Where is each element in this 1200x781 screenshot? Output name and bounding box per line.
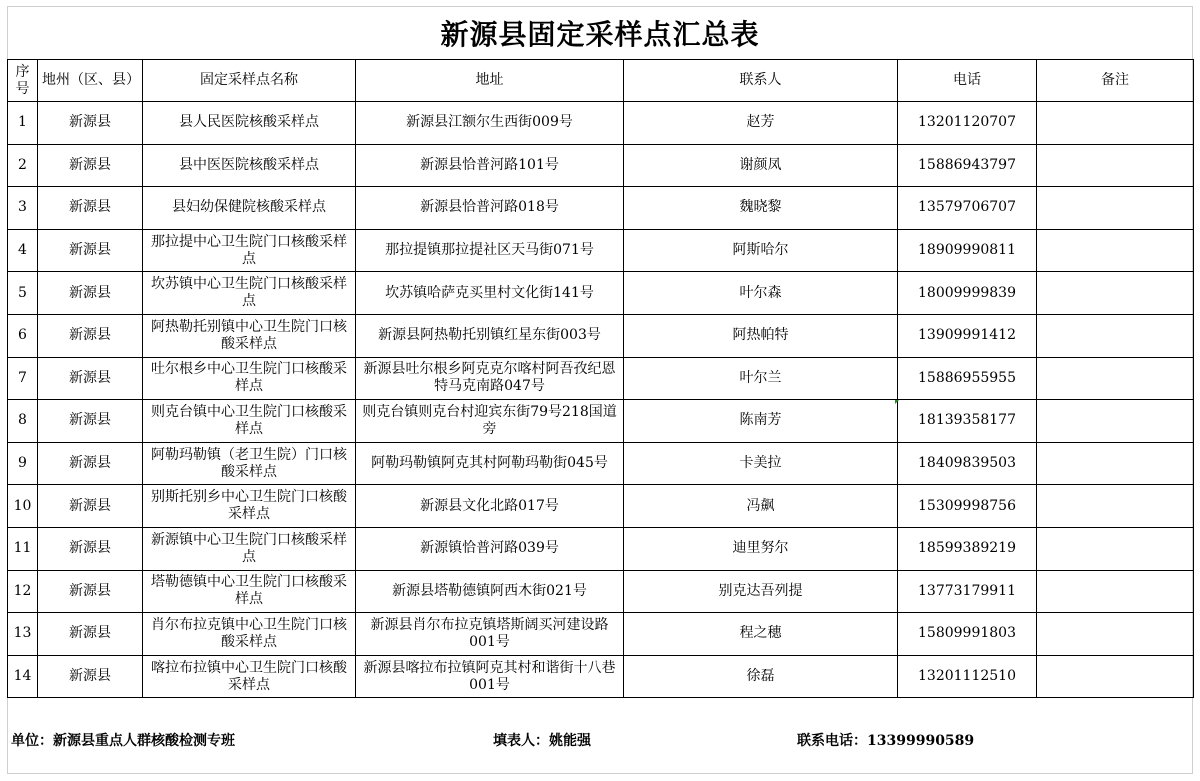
- table-row: [8, 655, 1194, 698]
- cell-note: [1037, 613, 1194, 656]
- cell-contact: 谢颜凤: [624, 144, 898, 187]
- cell-name: 县妇幼保健院核酸采样点: [143, 187, 356, 230]
- cell-seq: 13: [8, 613, 38, 656]
- cell-address: 新源县喀拉布拉镇阿克其村和谐街十八巷001号: [356, 655, 624, 698]
- cell-phone: 18009999839: [898, 272, 1037, 315]
- cell-contact: 别克达吾列提: [624, 570, 898, 613]
- cell-contact: 程之穗: [624, 613, 898, 656]
- cell-note: [1037, 144, 1194, 187]
- footer-contact-phone: 联系电话：13399990589: [797, 733, 975, 749]
- table-body: [8, 102, 1194, 698]
- cell-name: 肖尔布拉克镇中心卫生院门口核酸采样点: [143, 613, 356, 656]
- table-row: [8, 314, 1194, 357]
- cell-address: 则克台镇则克台村迎宾东街79号218国道旁: [356, 400, 624, 443]
- cell-area: 新源县: [38, 613, 143, 656]
- cell-seq: 1: [8, 102, 38, 145]
- cell-phone: 18409839503: [898, 442, 1037, 485]
- table-row: [8, 357, 1194, 400]
- cell-area: 新源县: [38, 485, 143, 528]
- cell-address: 新源县塔勒德镇阿西木街021号: [356, 570, 624, 613]
- cell-note: [1037, 229, 1194, 272]
- cell-seq: 5: [8, 272, 38, 315]
- cell-seq: 4: [8, 229, 38, 272]
- cell-phone: 13201120707: [898, 102, 1037, 145]
- sampling-points-table: [7, 59, 1194, 698]
- cell-address: 新源县肖尔布拉克镇塔斯阔买河建设路001号: [356, 613, 624, 656]
- cell-area: 新源县: [38, 102, 143, 145]
- footer-filler: 填表人：姚能强: [493, 733, 591, 749]
- cell-area: 新源县: [38, 400, 143, 443]
- cell-phone: 18599389219: [898, 527, 1037, 570]
- cell-area: 新源县: [38, 314, 143, 357]
- cell-name: 新源镇中心卫生院门口核酸采样点: [143, 527, 356, 570]
- table-row: [8, 613, 1194, 656]
- cell-note: [1037, 272, 1194, 315]
- cell-area: 新源县: [38, 357, 143, 400]
- cell-phone: 15809991803: [898, 613, 1037, 656]
- cell-phone: 15886943797: [898, 144, 1037, 187]
- table-row: [8, 442, 1194, 485]
- cell-seq: 2: [8, 144, 38, 187]
- cell-name: 坎苏镇中心卫生院门口核酸采样点: [143, 272, 356, 315]
- header-row: [8, 60, 1194, 102]
- cell-seq: 6: [8, 314, 38, 357]
- cell-address: 新源县文化北路017号: [356, 485, 624, 528]
- cell-area: 新源县: [38, 527, 143, 570]
- table-row: [8, 485, 1194, 528]
- cell-note: [1037, 102, 1194, 145]
- table-row: [8, 229, 1194, 272]
- cell-area: 新源县: [38, 570, 143, 613]
- cell-phone: 15309998756: [898, 485, 1037, 528]
- cell-note: [1037, 655, 1194, 698]
- cell-area: 新源县: [38, 272, 143, 315]
- cell-note: [1037, 527, 1194, 570]
- cell-name: 县人民医院核酸采样点: [143, 102, 356, 145]
- cell-contact: 冯飙: [624, 485, 898, 528]
- cell-contact: 阿斯哈尔: [624, 229, 898, 272]
- cell-phone: 13909991412: [898, 314, 1037, 357]
- cell-address: 新源县江额尔生西街009号: [356, 102, 624, 145]
- table-row: [8, 272, 1194, 315]
- cell-seq: 11: [8, 527, 38, 570]
- cell-name: 塔勒德镇中心卫生院门口核酸采样点: [143, 570, 356, 613]
- cell-seq: 3: [8, 187, 38, 230]
- cell-phone: 18909990811: [898, 229, 1037, 272]
- cell-comment-marker: [895, 400, 899, 404]
- cell-seq: 14: [8, 655, 38, 698]
- cell-address: 新源县恰普河路101号: [356, 144, 624, 187]
- table-row: [8, 102, 1194, 145]
- table-row: [8, 144, 1194, 187]
- cell-name: 县中医医院核酸采样点: [143, 144, 356, 187]
- page-title: 新源县固定采样点汇总表: [440, 17, 760, 51]
- cell-name: 吐尔根乡中心卫生院门口核酸采样点: [143, 357, 356, 400]
- cell-phone: 13579706707: [898, 187, 1037, 230]
- cell-address: 坎苏镇哈萨克买里村文化街141号: [356, 272, 624, 315]
- cell-address: 新源县恰普河路018号: [356, 187, 624, 230]
- cell-name: 喀拉布拉镇中心卫生院门口核酸采样点: [143, 655, 356, 698]
- cell-note: [1037, 400, 1194, 443]
- cell-phone: 15886955955: [898, 357, 1037, 400]
- cell-area: 新源县: [38, 144, 143, 187]
- cell-contact: 叶尔森: [624, 272, 898, 315]
- header-note: 备注: [1037, 60, 1194, 102]
- cell-contact: 赵芳: [624, 102, 898, 145]
- header-contact: 联系人: [624, 60, 898, 102]
- header-address: 地址: [356, 60, 624, 102]
- cell-area: 新源县: [38, 187, 143, 230]
- cell-address: 新源县阿热勒托别镇红星东街003号: [356, 314, 624, 357]
- cell-contact: 陈南芳: [624, 400, 898, 443]
- header-seq: 序号: [8, 60, 38, 102]
- cell-seq: 7: [8, 357, 38, 400]
- table-row: [8, 187, 1194, 230]
- cell-area: 新源县: [38, 442, 143, 485]
- cell-area: 新源县: [38, 229, 143, 272]
- header-name: 固定采样点名称: [143, 60, 356, 102]
- table-row: [8, 570, 1194, 613]
- cell-address: 新源县吐尔根乡阿克克尔喀村阿吾孜纪恩特马克南路047号: [356, 357, 624, 400]
- cell-contact: 徐磊: [624, 655, 898, 698]
- footer-unit: 单位：新源县重点人群核酸检测专班: [11, 733, 235, 749]
- cell-contact: 迪里努尔: [624, 527, 898, 570]
- cell-seq: 10: [8, 485, 38, 528]
- table-row: [8, 527, 1194, 570]
- cell-contact: 阿热帕特: [624, 314, 898, 357]
- cell-area: 新源县: [38, 655, 143, 698]
- table-row: [8, 400, 1194, 443]
- title-row: [7, 6, 1193, 59]
- cell-note: [1037, 570, 1194, 613]
- cell-name: 那拉提中心卫生院门口核酸采样点: [143, 229, 356, 272]
- cell-note: [1037, 442, 1194, 485]
- cell-contact: 魏晓黎: [624, 187, 898, 230]
- cell-seq: 12: [8, 570, 38, 613]
- cell-seq: 9: [8, 442, 38, 485]
- cell-contact: 叶尔兰: [624, 357, 898, 400]
- header-area: 地州（区、县）: [38, 60, 143, 102]
- footer: [7, 730, 1193, 750]
- header-phone: 电话: [898, 60, 1037, 102]
- cell-phone: 18139358177: [898, 400, 1037, 443]
- cell-note: [1037, 187, 1194, 230]
- cell-name: 阿热勒托别镇中心卫生院门口核酸采样点: [143, 314, 356, 357]
- cell-contact: 卡美拉: [624, 442, 898, 485]
- cell-name: 别斯托别乡中心卫生院门口核酸采样点: [143, 485, 356, 528]
- cell-name: 则克台镇中心卫生院门口核酸采样点: [143, 400, 356, 443]
- cell-name: 阿勒玛勒镇（老卫生院）门口核酸采样点: [143, 442, 356, 485]
- cell-phone: 13201112510: [898, 655, 1037, 698]
- cell-address: 那拉提镇那拉提社区天马街071号: [356, 229, 624, 272]
- cell-note: [1037, 314, 1194, 357]
- cell-address: 新源镇恰普河路039号: [356, 527, 624, 570]
- cell-note: [1037, 357, 1194, 400]
- cell-phone: 13773179911: [898, 570, 1037, 613]
- cell-address: 阿勒玛勒镇阿克其村阿勒玛勒街045号: [356, 442, 624, 485]
- cell-note: [1037, 485, 1194, 528]
- cell-seq: 8: [8, 400, 38, 443]
